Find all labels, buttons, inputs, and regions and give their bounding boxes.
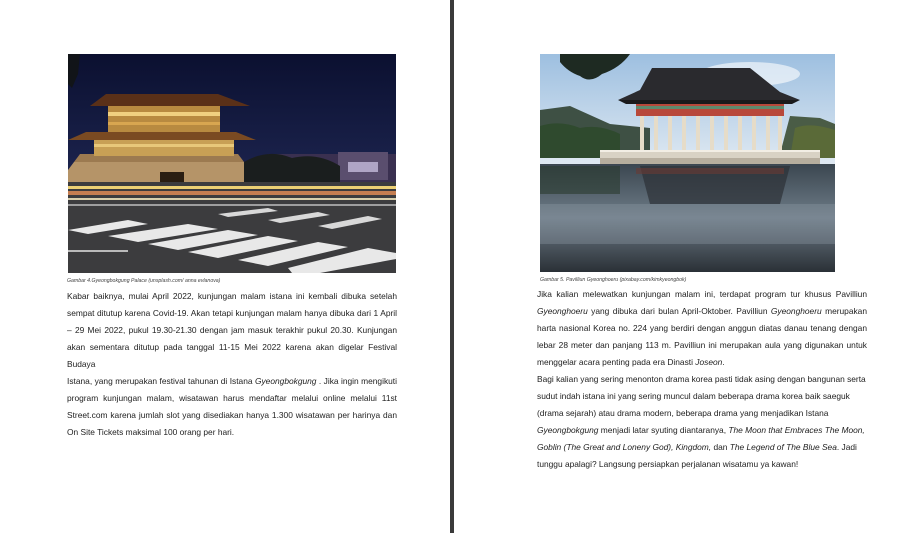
text-line: akan sementara ditutup pada tanggal 11-15 Mei 2022 karena akan digelar Festival Budaya: [67, 342, 397, 369]
text-line: harta nasional Korea no. 224 yang berdiri dengan anggun diatas danau tenang dengan: [537, 323, 867, 333]
text-line: – 29 Mei 2022, pukul 19.30-21.30 dengan jam masuk terakhir pukul 20.30. Kunjungan: [67, 325, 397, 335]
text-line: program kunjungan malam, wisatawan harus mendaftar melalui online melalui 11st: [67, 393, 397, 403]
text-line: Gyeongbokgung menjadi latar syuting diantaranya, The Moon that Embraces The Moon,: [537, 425, 865, 435]
text-line: tunggu apalagi? Langsung persiapkan perjalanan wisatamu ya kawan!: [537, 459, 799, 469]
text-line: Jika kalian melewatkan kunjungan malam ini, terdapat program tur khusus Pavilliun: [537, 289, 867, 299]
paragraph-night-visit: [67, 288, 397, 441]
text-line: (drama sejarah) atau drama modern, beberapa drama yang menjadikan Istana: [537, 408, 829, 418]
gyeongbokgung-palace-photo: [68, 54, 396, 273]
right-page: [455, 0, 899, 533]
gyeonghoeru-pavilion-photo: [540, 54, 835, 272]
text-line: Gyeonghoeru yang dibuka dari bulan April-Oktober. Pavilliun Gyeonghoeru merupakan: [537, 306, 867, 316]
text-line: Street.com karena jumlah slot yang disediakan hanya 1.300 wisatawan per harinya dan: [67, 410, 397, 420]
text-line: menggelar acara penting pada era Dinasti Joseon.: [537, 357, 725, 367]
page-divider: [450, 0, 454, 533]
text-line: Kabar baiknya, mulai April 2022, kunjungan malam istana ini kembali dibuka setelah: [67, 291, 397, 301]
text-line: sudut indah istana ini yang sering muncul dalam beberapa drama korea baik saeguk: [537, 391, 850, 401]
figure-caption: Gambar 5. Pavilliun Gyeonghoeru (pixabay.com/kimkyeongbok): [540, 277, 687, 283]
text-line: Bagi kalian yang sering menonton drama korea pasti tidak asing dengan bangunan serta: [537, 374, 866, 384]
text-line: On Site Tickets maksimal 100 orang per hari.: [67, 427, 235, 437]
figure-caption: Gambar 4.Gyeongbokgung Palace (unsplash.com/ anna evlanova): [67, 278, 221, 284]
text-line: sempat ditutup karena Covid-19. Akan tetapi kunjungan malam hanya dibuka dari 1 April: [67, 308, 397, 318]
text-line: Goblin (The Great and Loneny God), Kingdom, dan The Legend of The Blue Sea. Jadi: [537, 442, 857, 452]
text-line: Istana, yang merupakan festival tahunan di Istana Gyeongbokgung . Jika ingin mengikuti: [67, 376, 397, 386]
paragraph-gyeonghoeru: [537, 286, 867, 371]
text-line: lebar 28 meter dan panjang 113 m. Pavilliun ini merupakan aula yang digunakan untuk: [537, 340, 867, 350]
paragraph-drama-locations: [537, 371, 867, 473]
